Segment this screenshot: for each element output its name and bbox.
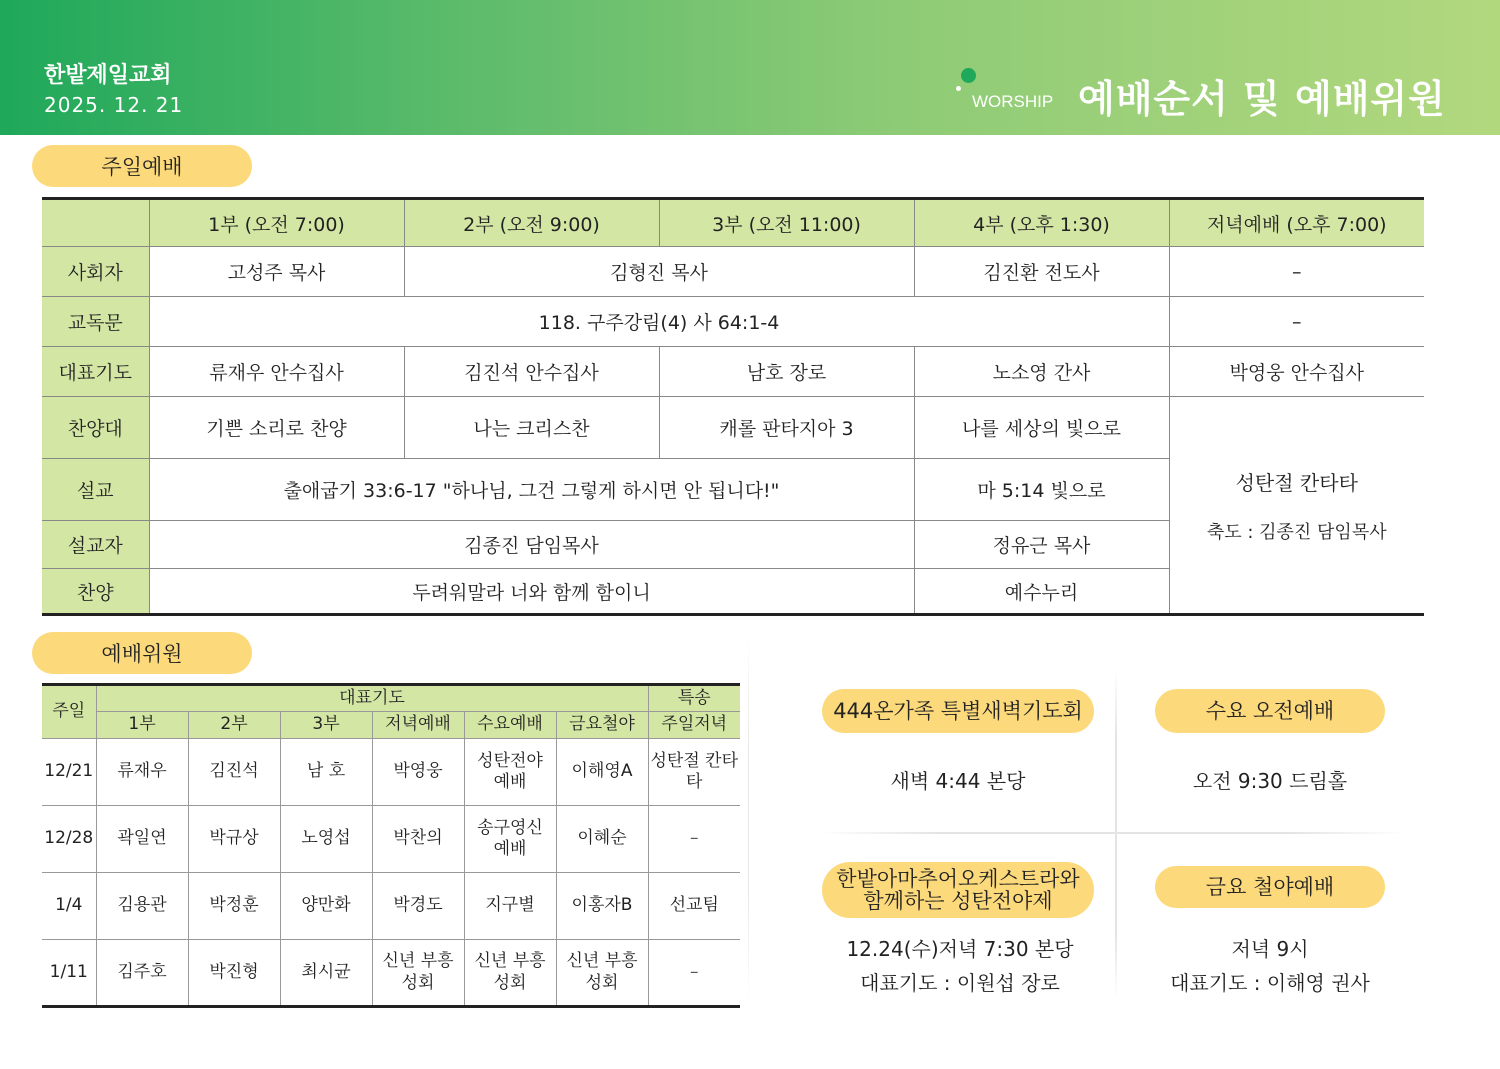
worship-label: WORSHIP	[972, 92, 1054, 111]
row-date: 12/28	[42, 806, 96, 873]
panel-divider	[1115, 670, 1117, 1000]
table-cell: 출애굽기 33:6-17 "하나님, 그건 그렇게 하시면 안 됩니다!"	[149, 459, 914, 521]
table-row	[42, 873, 740, 940]
table-cell: 노소영 간사	[914, 347, 1169, 397]
table-cell: 신년 부흥성회	[464, 940, 556, 1007]
table-cell: 예수누리	[914, 569, 1169, 615]
table-cell: 노영섭	[280, 806, 372, 873]
row-header: 교독문	[42, 297, 149, 347]
event-detail: 대표기도 : 이원섭 장로	[860, 971, 1060, 995]
table-cell: 김종진 담임목사	[149, 521, 914, 569]
table-cell: 곽일연	[96, 806, 188, 873]
table-cell: 박영웅	[372, 739, 464, 806]
bulletin-date: 2025. 12. 21	[44, 93, 184, 117]
column-header: 주일	[42, 685, 96, 739]
table-cell: 김진석	[188, 739, 280, 806]
table-row	[42, 940, 740, 1007]
table-cell: 신년 부흥성회	[372, 940, 464, 1007]
table-cell: 박정훈	[188, 873, 280, 940]
table-row	[42, 806, 740, 873]
table-cell: 박영웅 안수집사	[1169, 347, 1424, 397]
table-cell: 남호 장로	[659, 347, 914, 397]
small-dot-icon	[956, 86, 961, 91]
column-header: 1부 (오전 7:00)	[149, 199, 404, 247]
column-header: 저녁예배 (오후 7:00)	[1169, 199, 1424, 247]
table-cell: 성탄절 칸타타	[648, 739, 740, 806]
event-title-friday: 금요 철야예배	[1155, 866, 1385, 908]
panel-divider	[818, 832, 1408, 834]
row-header: 찬양	[42, 569, 149, 615]
row-header: 사회자	[42, 247, 149, 297]
table-cell: 정유근 목사	[914, 521, 1169, 569]
table-cell: 류재우 안수집사	[149, 347, 404, 397]
row-header: 찬양대	[42, 397, 149, 459]
table-cell: 김진석 안수집사	[404, 347, 659, 397]
column-header: 2부 (오전 9:00)	[404, 199, 659, 247]
column-subheader: 주일저녁	[648, 712, 740, 739]
dot-icon	[961, 68, 976, 83]
table-row	[42, 739, 740, 806]
event-detail: 오전 9:30 드림홀	[1192, 769, 1348, 793]
table-cell: 박경도	[372, 873, 464, 940]
row-header: 설교자	[42, 521, 149, 569]
table-cell: 이해영A	[556, 739, 648, 806]
table-cell: 신년 부흥성회	[556, 940, 648, 1007]
table-cell: 박찬의	[372, 806, 464, 873]
table-cell: 캐롤 판타지아 3	[659, 397, 914, 459]
column-header: 3부 (오전 11:00)	[659, 199, 914, 247]
table-cell: 나를 세상의 빛으로	[914, 397, 1169, 459]
sunday-schedule-table	[42, 197, 1424, 616]
section-title-committee: 예배위원	[32, 632, 252, 674]
column-subheader: 2부	[188, 712, 280, 739]
table-cell: 김형진 목사	[404, 247, 914, 297]
header-corner	[42, 199, 149, 247]
evening-special-cell	[1169, 397, 1424, 615]
event-title-dawn-prayer: 444온가족 특별새벽기도회	[822, 689, 1094, 733]
table-cell: –	[648, 806, 740, 873]
column-header: 대표기도	[96, 685, 648, 712]
row-date: 12/21	[42, 739, 96, 806]
evening-blessing: 축도 : 김종진 담임목사	[1206, 521, 1387, 543]
table-cell: 이홍자B	[556, 873, 648, 940]
table-cell: 최시균	[280, 940, 372, 1007]
table-cell: 나는 크리스찬	[404, 397, 659, 459]
table-cell: 선교팀	[648, 873, 740, 940]
table-cell: 마 5:14 빛으로	[914, 459, 1169, 521]
column-subheader: 저녁예배	[372, 712, 464, 739]
column-subheader: 금요철야	[556, 712, 648, 739]
table-cell: 성탄전야 예배	[464, 739, 556, 806]
row-date: 1/4	[42, 873, 96, 940]
row-header: 설교	[42, 459, 149, 521]
table-cell: –	[648, 940, 740, 1007]
table-cell: –	[1169, 297, 1424, 347]
column-header: 4부 (오후 1:30)	[914, 199, 1169, 247]
table-cell: 박진형	[188, 940, 280, 1007]
table-cell: 박규상	[188, 806, 280, 873]
table-cell: 양만화	[280, 873, 372, 940]
table-cell: 118. 구주강림(4) 사 64:1-4	[149, 297, 1169, 347]
header-banner	[0, 0, 1500, 135]
committee-table	[42, 683, 740, 1008]
table-cell: 고성주 목사	[149, 247, 404, 297]
table-cell: 김용관	[96, 873, 188, 940]
column-header: 특송	[648, 685, 740, 712]
page-title: 예배순서 및 예배위원	[1078, 77, 1446, 121]
table-cell: 송구영신 예배	[464, 806, 556, 873]
event-title-christmas-eve	[822, 862, 1094, 918]
table-cell: 남 호	[280, 739, 372, 806]
table-cell: 두려워말라 너와 함께 함이니	[149, 569, 914, 615]
column-subheader: 3부	[280, 712, 372, 739]
row-header: 대표기도	[42, 347, 149, 397]
evening-special: 성탄절 칸타타	[1235, 470, 1358, 495]
panel-divider	[748, 632, 749, 1007]
column-subheader: 1부	[96, 712, 188, 739]
table-cell: 기쁜 소리로 찬양	[149, 397, 404, 459]
event-detail: 새벽 4:44 본당	[890, 769, 1026, 793]
event-detail: 대표기도 : 이해영 권사	[1170, 971, 1370, 995]
event-title-text: 한밭아마추어오케스트라와 함께하는 성탄전야제	[836, 866, 1080, 913]
table-cell: 김주호	[96, 940, 188, 1007]
column-subheader: 수요예배	[464, 712, 556, 739]
table-cell: 지구별	[464, 873, 556, 940]
section-title-sunday: 주일예배	[32, 145, 252, 187]
table-cell: 류재우	[96, 739, 188, 806]
row-date: 1/11	[42, 940, 96, 1007]
table-cell: 이혜순	[556, 806, 648, 873]
event-title-wednesday: 수요 오전예배	[1155, 689, 1385, 733]
table-cell: 김진환 전도사	[914, 247, 1169, 297]
event-detail: 12.24(수)저녁 7:30 본당	[846, 937, 1074, 961]
table-cell: –	[1169, 247, 1424, 297]
church-name: 한밭제일교회	[44, 63, 172, 88]
event-detail: 저녁 9시	[1231, 937, 1309, 961]
